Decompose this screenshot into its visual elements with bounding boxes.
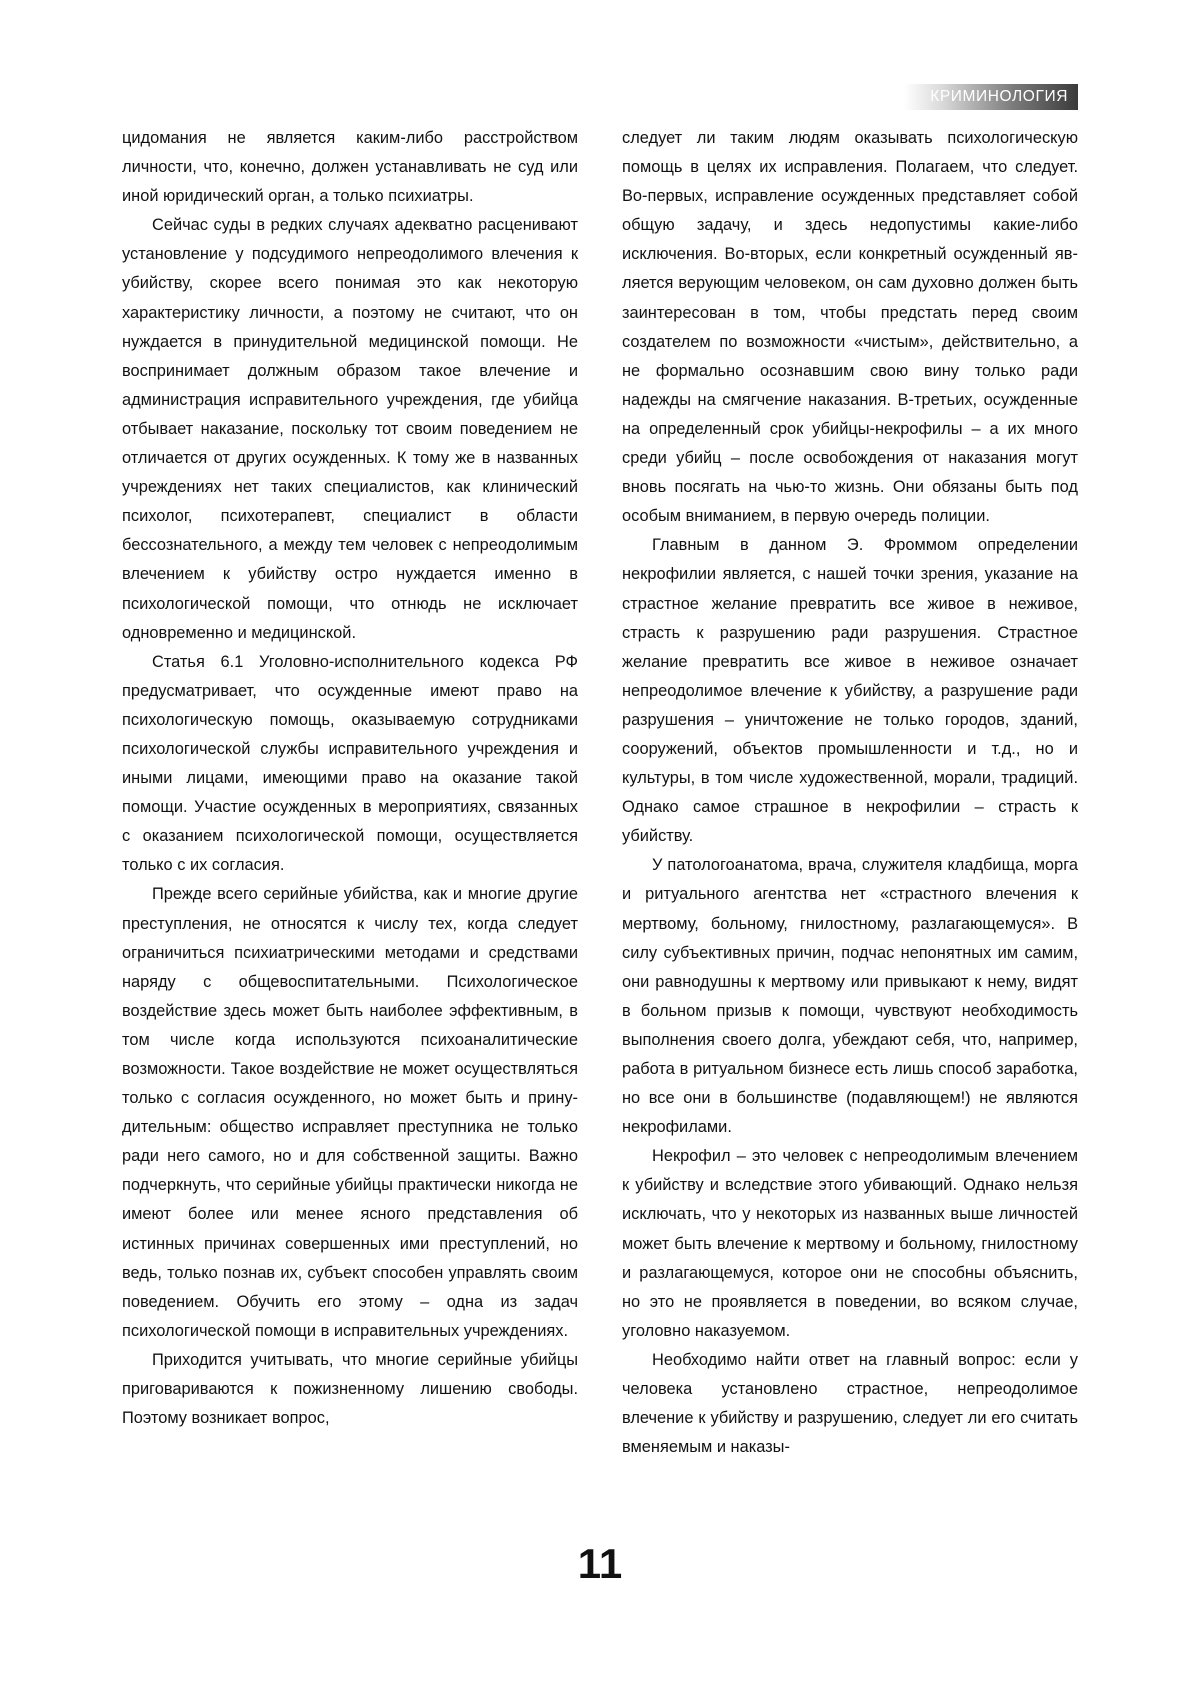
running-head-text: КРИМИНОЛОГИЯ [930,88,1068,105]
text-columns [122,124,1078,1462]
paragraph: Некрофил – это человек с непреодолимым влечением к убийству и вследствие этого убивающий. Однако нельзя исключать, что у некоторых из названных выше личностей может быть влечение к мертвому и больному, гнилостному и разлагающемуся, которое они не способны объяснить, но это не проявляется в поведении, во всяком случае, уголовно наказуемом. [622,1147,1078,1340]
paragraph: Главным в данном Э. Фроммом определении некрофилии является, с нашей точки зрения, указание на страстное желание превратить все живое в неживое, страсть к разрушению ради разрушения. Страстное желание превратить все живое в неживое означает непреодолимое влечение к убийству, а разрушение ради разрушения – уничтожение не только городов, зданий, сооружений, объектов промышленности и т.д., но и культуры, в том числе художественной, морали, традиций. Однако самое страшное в некрофилии – страсть к убийству. [622,536,1078,846]
paragraph: Прежде всего серийные убийства, как и многие другие преступления, не относятся к числу тех, когда следует ограничиться психиатрическими методами и средствами наряду с общевоспитательными. Психологическое воздействие здесь может быть наиболее эффективным, в том числе когда используются психоаналитические возможности. Такое воздействие не может осуществляться только с согласия осужденного, но может быть и принудительным: общество исправляет преступника не только ради него самого, но и для собственной защиты. Важно подчеркнуть, что серийные убийцы практически никогда не имеют более или менее ясного представления об истинных причинах совершенных ими преступлений, но ведь, только познав их, субъект способен управлять своим поведением. Обучить его этому – одна из задач психологической помощи в исправительных учреждениях. [122,885,578,1340]
paragraph: У патологоанатома, врача, служителя кладбища, морга и ритуального агентства нет «страстного влечения к мертвому, больному, гнилостному, разлагающемуся». В силу субъективных причин, подчас непонятных им самим, они равнодушны к мертвому или привыкают к нему, видят в больном призыв к помощи, чувствуют необходимость выполнения своего долга, убеждают себя, что, например, работа в ритуальном бизнесе есть лишь способ заработка, но все они в большинстве (подавляющем!) не являются некрофилами. [622,856,1078,1137]
paragraph: цидомания не является каким-либо расстройством личности, что, конечно, должен устанавливать не суд или иной юридический орган, а только психиатры. [122,129,578,206]
page-number: 11 [577,1540,623,1587]
paragraph: следует ли таким людям оказывать психологическую помощь в целях их исправления. Полагаем, что следует. Во-первых, исправление осужденных представляет собой общую задачу, и здесь недопустимы какие-либо исключения. Во-вторых, если конкретный осужденный является верующим человеком, он сам духовно должен быть заинтересован в том, чтобы предстать перед своим создателем по возможности «чистым», действительно, а не формально осознавшим свою вину только ради надежды на смягчение наказания. В-третьих, осужденные на определенный срок убийцы-некрофилы – а их много среди убийц – после освобождения от наказания могут вновь посягать на чью-то жизнь. Они обязаны быть под особым вниманием, в первую очередь полиции. [622,129,1078,526]
paragraph: Приходится учитывать, что многие серийные убийцы приговариваются к пожизненному лишению свободы. Поэтому возникает вопрос, [122,1350,578,1428]
paragraph: Сейчас суды в редких случаях адекватно расценивают установление у подсудимого непреодолимого влечения к убийству, скорее всего понимая это как некоторую характеристику личности, а поэтому не считают, что он нуждается в принудительной медицинской помощи. Не воспринимает должным образом такое влечение и администрация исправительного учреждения, где убийца отбывает наказание, поскольку тот своим поведением не отличается от других осужденных. К тому же в названных учреждениях нет таких специалистов, как клинический психолог, психотерапевт, специалист в области бессознательного, а между тем человек с непреодолимым влечением к убийству остро нуждается именно в психологической помощи, что отнюдь не исключает одновременно и медицинской. [122,216,578,642]
right-column [622,124,1078,1462]
running-head-bar [904,84,1078,110]
paragraph: Необходимо найти ответ на главный вопрос: если у человека установлено страстное, непреодолимое влечение к убийству и разрушению, следует ли его считать вменяемым и наказы- [622,1350,1078,1457]
left-column [122,124,578,1462]
paragraph: Статья 6.1 Уголовно-исполнительного кодекса РФ предусматривает, что осужденные имеют право на психологическую помощь, оказываемую сотрудниками психологической службы исправительного учреждения и иными лицами, имеющими право на оказание такой помощи. Участие осужденных в мероприятиях, связанных с оказанием психологической помощи, осуществляется только с их согласия. [122,652,578,875]
